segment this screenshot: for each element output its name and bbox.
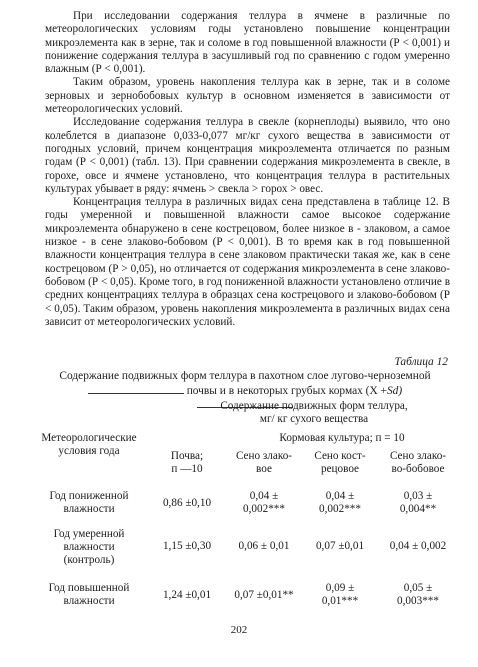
paragraph-3: Исследование содержания теллура в свекле (корнеплоды) выявило, что оно колеблется в диапазоне 0,033-0,077 мг/кг сухого вещества в зависимости от погодных условий, причем концентрация микроэлемента отличается по разным годам (Р < 0,001) (табл. 13). При сравнении содержания микроэлемента в свекле, в горохе, овсе и ячмене установлено, что концентрация теллура в растительных культурах убывает в ряду: ячмень > свекла > горох > овес. (45, 116, 450, 195)
row-1-hay-grass: 0,04 ± 0,002*** (243, 490, 285, 516)
row-3-soil: 1,24 ±0,01 (162, 589, 212, 601)
header-hay-grass: Сено злако- вое (235, 450, 293, 476)
page-number: 202 (230, 624, 248, 636)
row-2-soil: 1,15 ±0,30 (162, 540, 212, 552)
body-text (45, 10, 450, 329)
header-hay-grass-legume: Сено злако- во-бобовое (389, 450, 447, 476)
blank-line-left (88, 384, 184, 394)
row-1-soil: 0,86 ±0,10 (162, 497, 212, 509)
header-hay-brome: Сено кост- рецовое (314, 450, 366, 476)
row-1-condition: Год пониженной влажности (49, 490, 129, 516)
row-2-hay-brome: 0,07 ±0,01 (315, 540, 365, 552)
row-2-hay-grass: 0,06 ± 0,01 (238, 540, 290, 552)
row-3-hay-grass: 0,07 ±0,01** (234, 589, 294, 601)
paragraph-2: Таким образом, уровень накопления теллура как в зерне, так и в соломе зерновых и зернобобовых культур в основном изменяется в зависимости от метеорологических условий. (45, 76, 450, 116)
header-forage-group: Кормовая культура; п = 10 (279, 432, 405, 444)
table-title-line-1: Содержание подвижных форм теллура в пахотном слое лугово-черноземной (59, 370, 431, 382)
paragraph-4: Концентрация теллура в различных видах сена представлена в таблице 12. В годы умеренной и повышенной влажности самое высокое содержание микроэлемента обнаружено в сене кострецовом, более низкое в - злаковом, а самое низкое - в сене злаково-бобовом (Р < 0,001). В то время как в год повышенной влажности концентрация теллура в сене злаковом практически такая же, как в сене кострецовом (Р > 0,05), но отличается от содержания микроэлемента в сене злаково-бобовом (Р < 0,05). Кроме того, в год пониженной влажности установлено отличие в средних концентрациях теллура в образцах сена кострецового и злаково-бобовом (Р < 0,05). Таким образом, уровень накопления микроэлемента в различных видах сена зависит от метеорологических условий. (45, 196, 450, 328)
row-1-hay-grass-legume: 0,03 ± 0,004** (399, 490, 437, 516)
row-1-hay-brome: 0,04 ± 0,002*** (319, 490, 361, 516)
table-label: Таблица 12 (394, 356, 448, 368)
row-2-condition: Год умеренной влажности (контроль) (53, 528, 125, 567)
paragraph-1: При исследовании содержания теллура в ячмене в различные по метеорологических условиям годы установлено повышение концентрации микроэлемента как в зерне, так и соломе в год повышенной влажности (Р < 0,001) и понижение содержания теллура в засушливый год по сравнению с годом умеренно влажным (Р < 0,001). (45, 10, 450, 76)
row-3-condition: Год повышенной влажности (48, 582, 130, 608)
header-soil: Почва; п —10 (170, 450, 204, 476)
header-conditions: Метеорологические условия года (41, 432, 137, 458)
row-3-hay-brome: 0,09 ± 0,01*** (321, 582, 359, 608)
header-group: Содержание подвижных форм теллура, мг/ кг сухого вещества (220, 400, 408, 426)
row-3-hay-grass-legume: 0,05 ± 0,003*** (397, 582, 439, 608)
table-title-line-2: почвы и в некоторых грубых кормах (X +Sd) (40, 384, 450, 413)
row-2-hay-grass-legume: 0,04 ± 0,002 (389, 540, 447, 552)
